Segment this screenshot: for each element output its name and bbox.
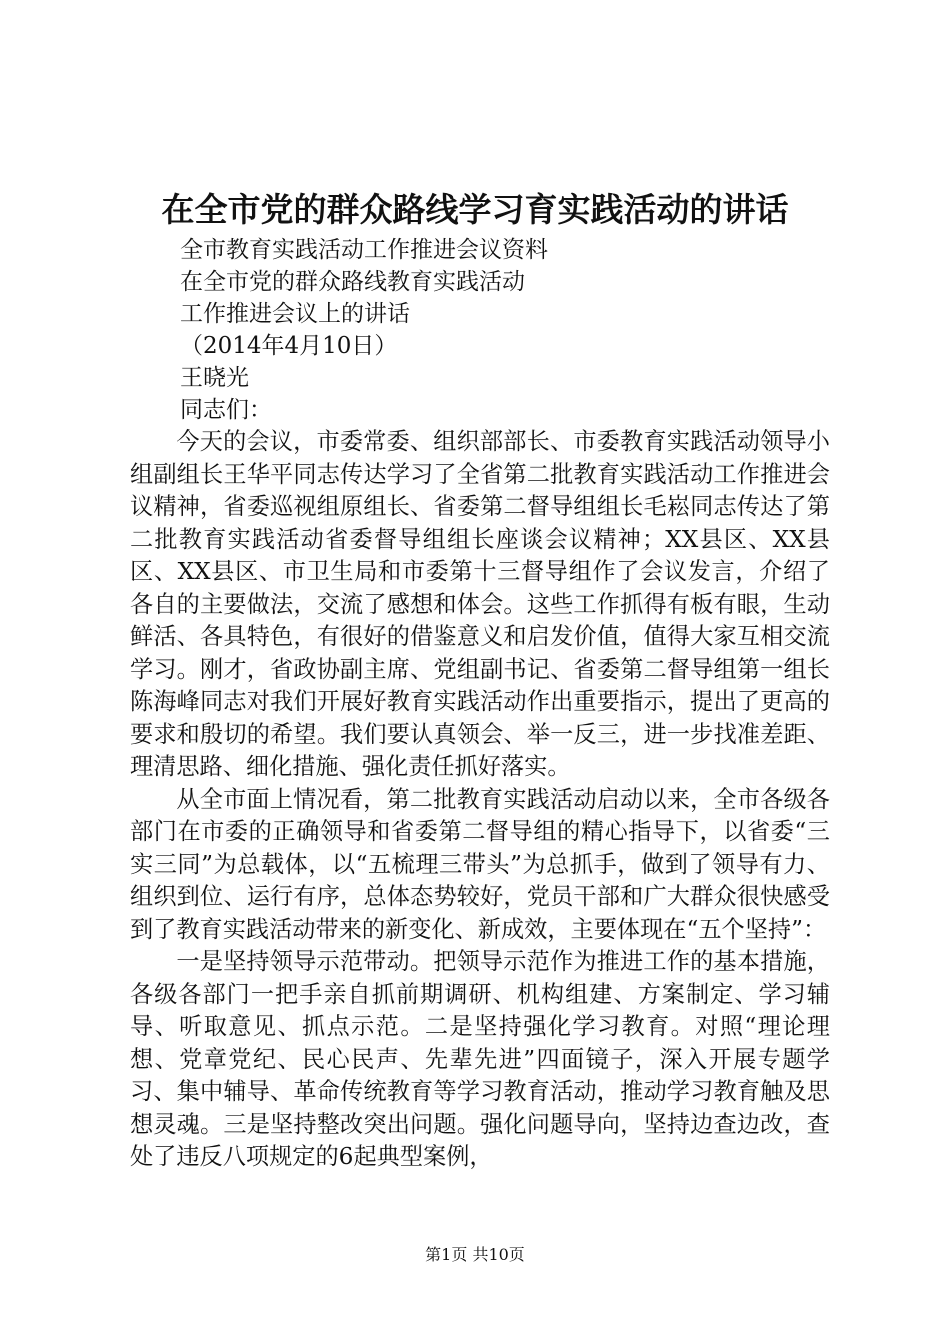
document-title: 在全市党的群众路线学习育实践活动的讲话 <box>161 190 789 229</box>
speaker-name: 王晓光 <box>180 365 249 391</box>
speech-subtitle-line-2: 工作推进会议上的讲话 <box>180 301 410 327</box>
body-paragraph-2: 从全市面上情况看，第二批教育实践活动启动以来，全市各级各部门在市委的正确领导和省委第二督导组的精心指导下，以省委“三实三同”为总载体，以“五梳理三带头”为总抓手，做到了领导有力、组织到位、运行有序，总体态势较好，党员干部和广大群众很快感受到了教育实践活动带来的新变化、新成效，主要体现在“五个坚持”： <box>130 785 830 943</box>
page-number-footer: 第1页 共10页 <box>425 1245 525 1264</box>
document-header-block <box>180 234 880 426</box>
document-body <box>130 426 830 1174</box>
body-paragraph-1: 今天的会议，市委常委、组织部部长、市委教育实践活动领导小组副组长王华平同志传达学习了全省第二批教育实践活动工作推进会议精神，省委巡视组原组长、省委第二督导组组长毛崧同志传达了第二批教育实践活动省委督导组组长座谈会议精神；XX县区、XX县区、XX县区、市卫生局和市委第十三督导组作了会议发言，介绍了各自的主要做法，交流了感想和体会。这些工作抓得有板有眼，生动鲜活、各具特色，有很好的借鉴意义和启发价值，值得大家互相交流学习。刚才，省政协副主席、党组副书记、省委第二督导组第一组长陈海峰同志对我们开展好教育实践活动作出重要指示，提出了更高的要求和殷切的希望。我们要认真领会、举一反三，进一步找准差距、理清思路、细化措施、强化责任抓好落实。 <box>130 428 830 780</box>
salutation: 同志们： <box>180 397 272 423</box>
speech-date: （2014年4月10日） <box>180 333 398 359</box>
speech-subtitle-line-1: 在全市党的群众路线教育实践活动 <box>180 269 525 295</box>
body-paragraph-3: 一是坚持领导示范带动。把领导示范作为推进工作的基本措施，各级各部门一把手亲自抓前期调研、机构组建、方案制定、学习辅导、听取意见、抓点示范。二是坚持强化学习教育。对照“理论理想、党章党纪、民心民声、先辈先进”四面镜子，深入开展专题学习、集中辅导、革命传统教育等学习教育活动，推动学习教育触及思想灵魂。三是坚持整改突出问题。强化问题导向，坚持边查边改，查处了违反八项规定的6起典型案例， <box>130 948 830 1170</box>
meeting-material-line: 全市教育实践活动工作推进会议资料 <box>180 237 548 263</box>
